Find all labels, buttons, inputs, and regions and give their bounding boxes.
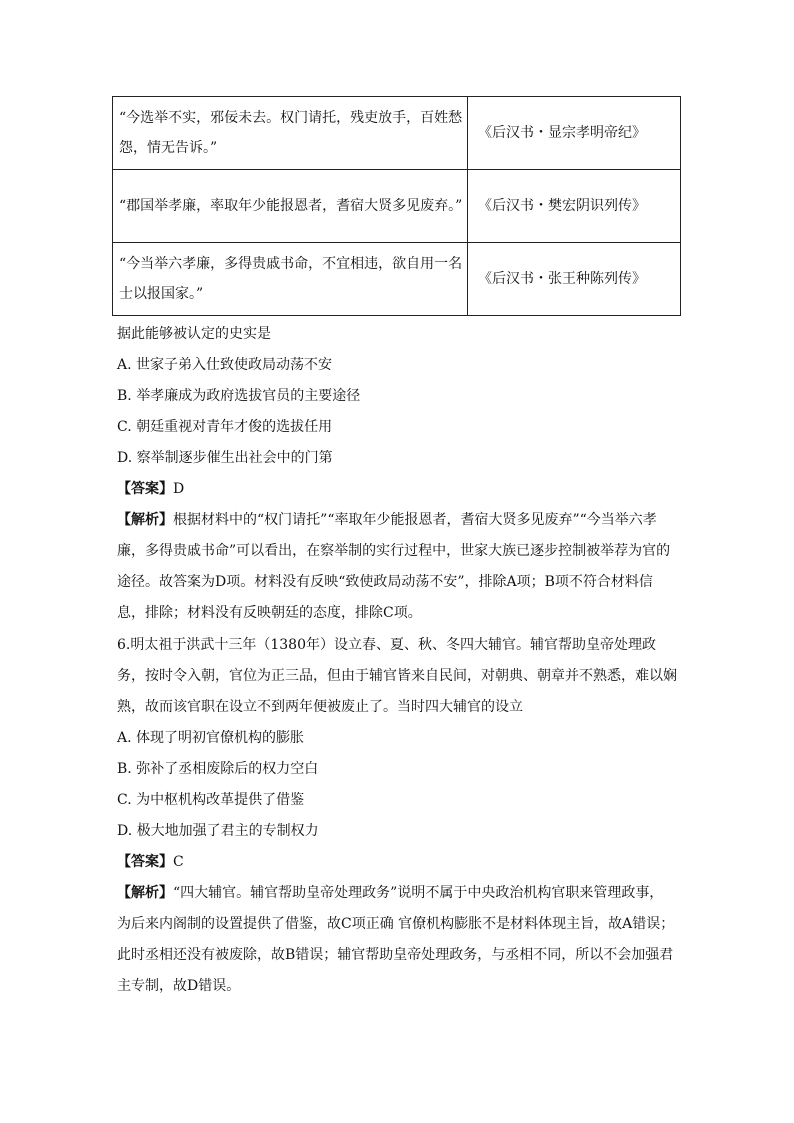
option-a: A. 世家子弟入仕致使政局动荡不安 <box>117 357 333 373</box>
analysis-text: “四大辅官。辅官帮助皇帝处理政务”说明不属于中央政治机构官职来管理政事，为后来内阁制的设置提供了借鉴，故C项正确 官僚机构膨胀不是材料体现主旨，故A错误；此时丞相还没有被废除，故B错误；辅官帮助皇帝处理政务，与丞相不同，所以不会加强君主专制，故D错误。 <box>117 885 675 994</box>
option-c: C. 朝廷重视对青年才俊的选拔任用 <box>117 419 333 435</box>
option-b: B. 举孝廉成为政府选拔官员的主要途径 <box>117 388 361 404</box>
option-d: D. 察举制逐步催生出社会中的门第 <box>117 450 333 466</box>
question-stem: 据此能够被认定的史实是 <box>117 326 271 342</box>
quote-cell: “今选举不实，邪佞未去。权门请托，残吏放手，百姓愁怨，情无告诉。” <box>113 97 468 170</box>
source-cell: 《后汉书・张王种陈列传》 <box>468 243 681 316</box>
source-table <box>112 96 681 316</box>
answer-line <box>117 847 677 878</box>
source-cell: 《后汉书・显宗孝明帝纪》 <box>468 97 681 170</box>
table-row <box>113 97 681 170</box>
quote-cell: “今当举六孝廉，多得贵戚书命，不宜相违，欲自用一名士以报国家。” <box>113 243 468 316</box>
table-row <box>113 170 681 243</box>
analysis-text: 根据材料中的“权门请托”“率取年少能报恩者，耆宿大贤多见废弃”“今当举六孝廉，多得贵戚书命”可以看出，在察举制的实行过程中，世家大族已逐步控制被举荐为官的途径。故答案为D项。材料没有反映“致使政局动荡不安”，排除A项；B项不符合材料信息，排除；材料没有反映朝廷的态度，排除C项。 <box>117 512 671 621</box>
question-6-block <box>117 630 677 1002</box>
option-c: C. 为中枢机构改革提供了借鉴 <box>117 792 305 808</box>
analysis-paragraph <box>117 505 677 629</box>
analysis-paragraph <box>117 878 677 1002</box>
option-a: A. 体现了明初官僚机构的膨胀 <box>117 730 305 746</box>
analysis-label: 【解析】 <box>117 512 173 528</box>
answer-line <box>117 474 677 505</box>
table-row <box>113 243 681 316</box>
question-stem: 6.明太祖于洪武十三年（1380年）设立春、夏、秋、冬四大辅官。辅官帮助皇帝处理政务，按时令入朝，官位为正三品，但由于辅官皆来自民间，对朝典、朝章并不熟悉，难以娴熟，故而该官职在设立不到两年便被废止了。当时四大辅官的设立 <box>117 637 677 715</box>
option-d: D. 极大地加强了君主的专制权力 <box>117 823 319 839</box>
answer-label: 【答案】 <box>117 854 173 870</box>
quote-cell: “郡国举孝廉，率取年少能报恩者，耆宿大贤多见废弃。” <box>113 170 468 243</box>
answer-label: 【答案】 <box>117 481 173 497</box>
option-b: B. 弥补了丞相废除后的权力空白 <box>117 761 319 777</box>
question-5-block <box>117 319 677 629</box>
source-cell: 《后汉书・樊宏阴识列传》 <box>468 170 681 243</box>
analysis-label: 【解析】 <box>117 885 173 901</box>
answer-value: C <box>173 854 184 870</box>
answer-value: D <box>173 481 185 497</box>
